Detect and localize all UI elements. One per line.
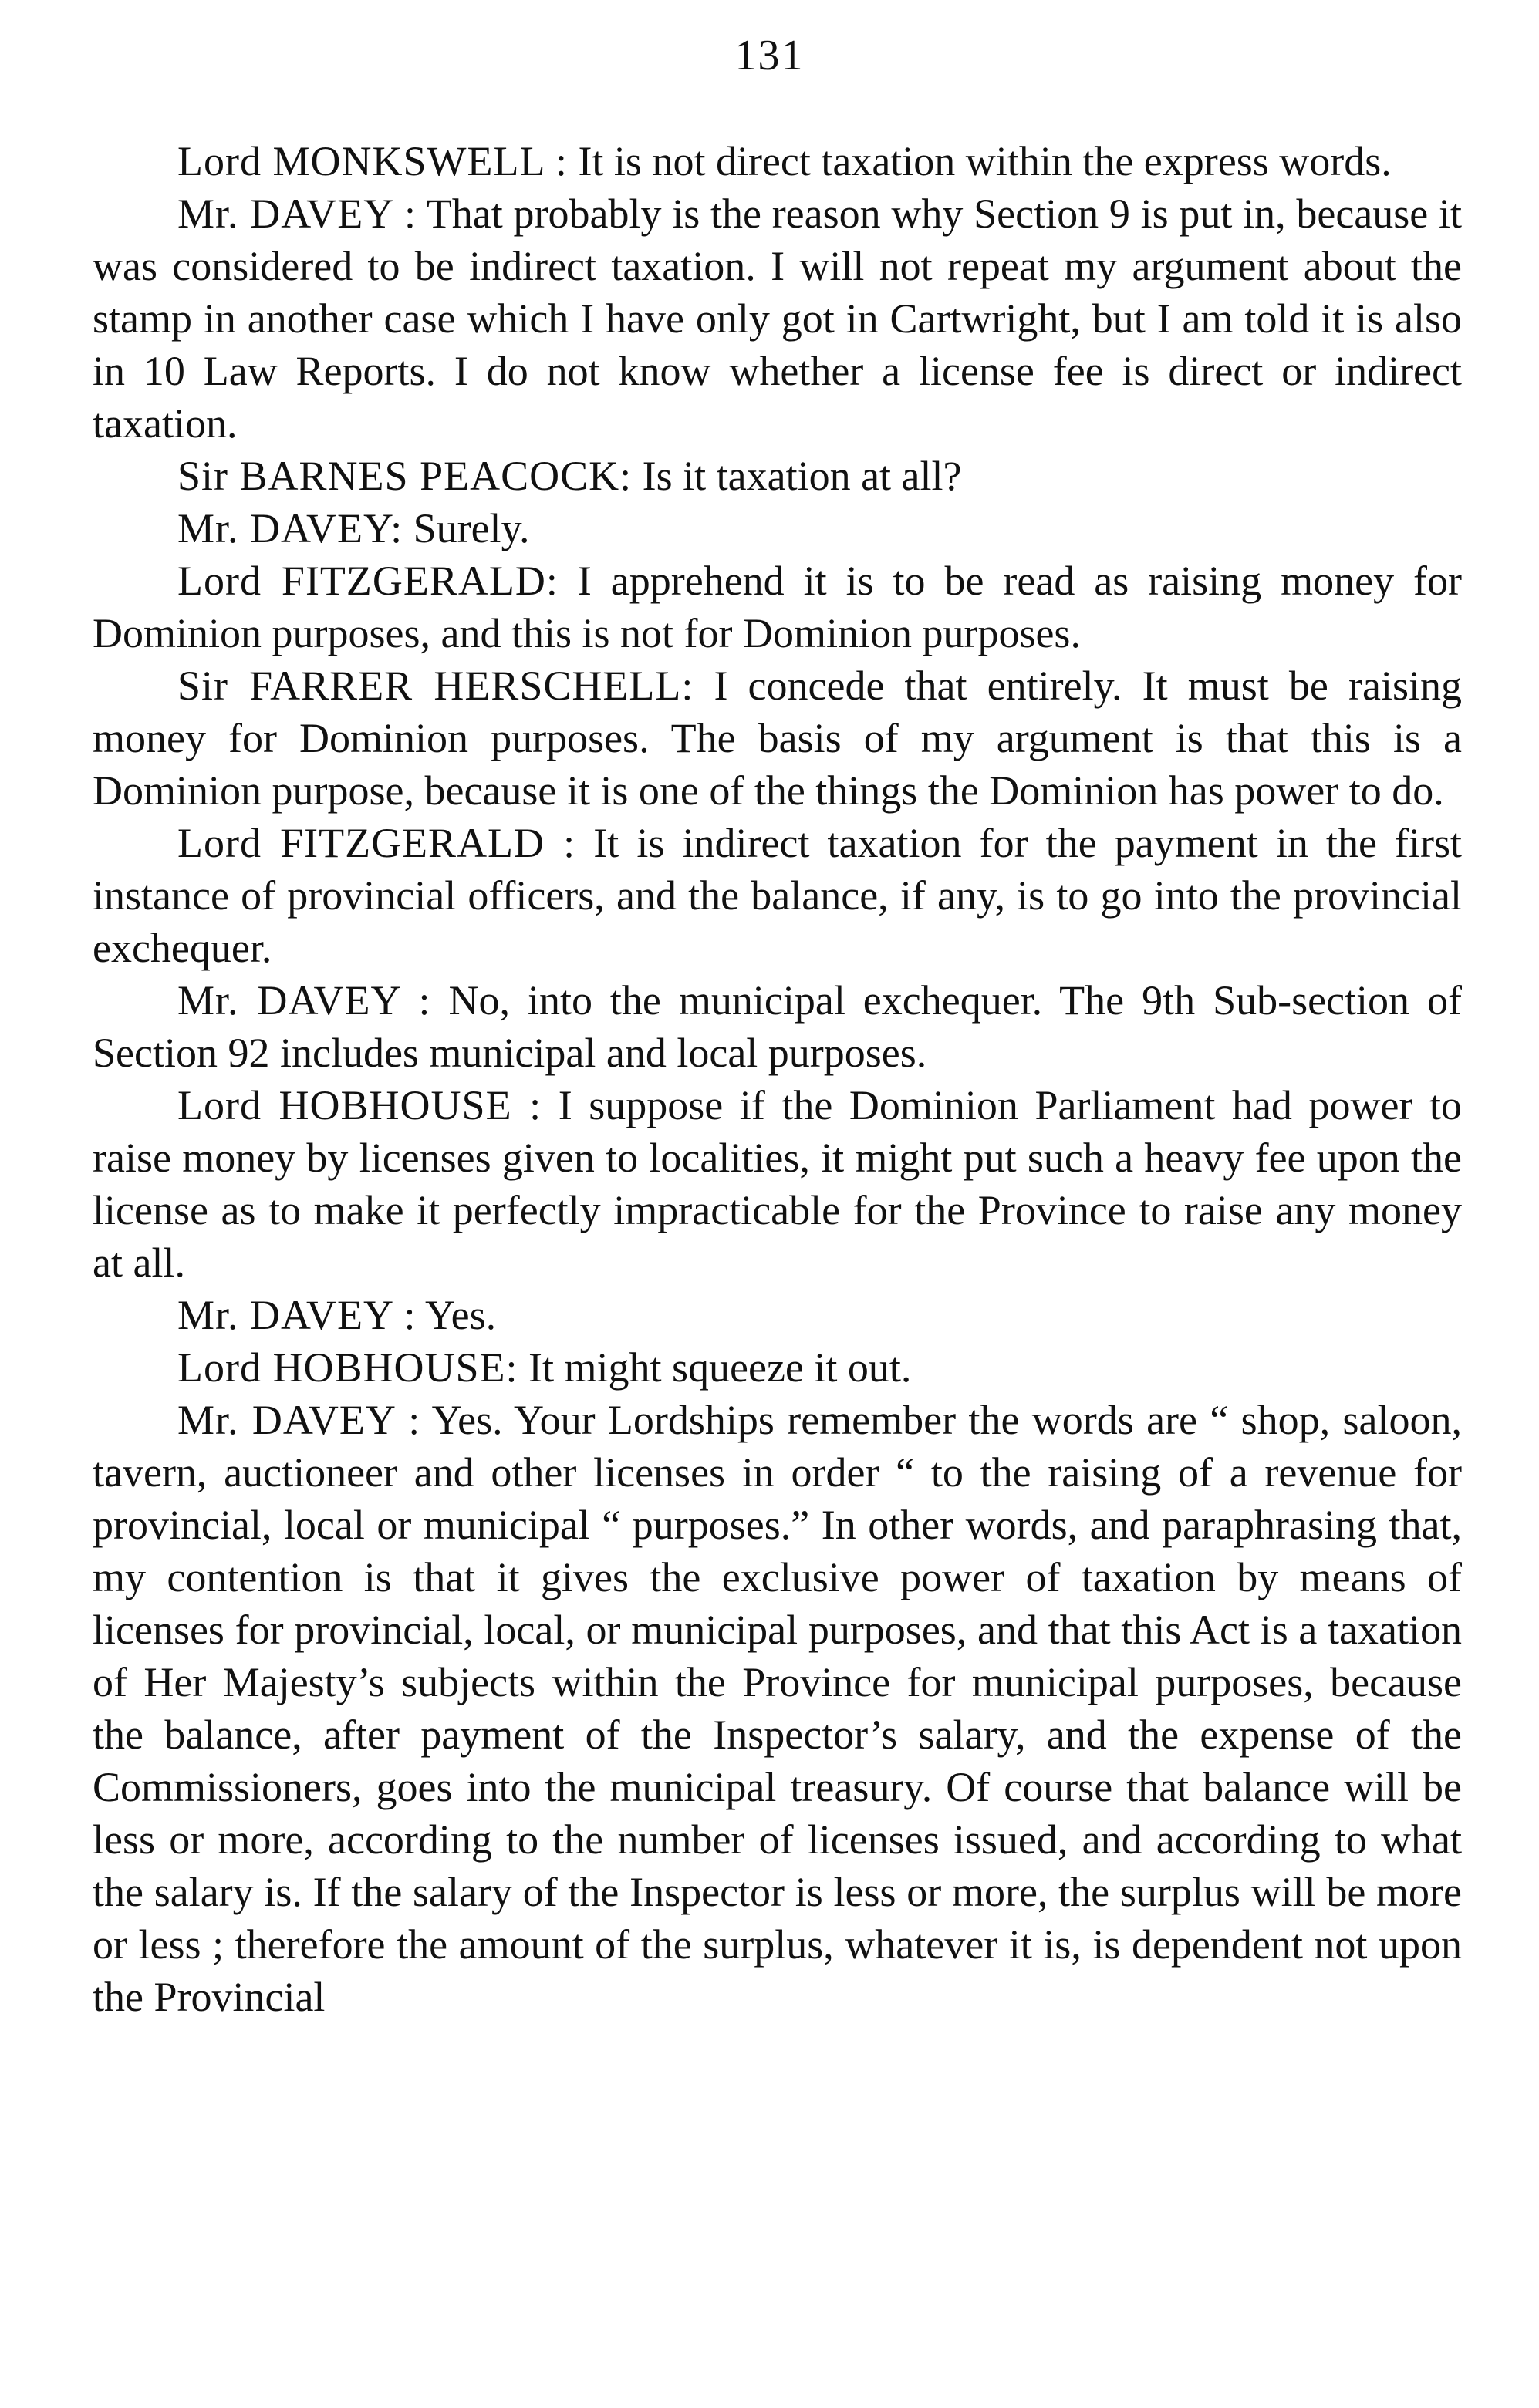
speaker-name: Sir BARNES PEACOCK:: [177, 453, 633, 499]
paragraph: [93, 974, 1462, 1079]
speaker-name: Mr. DAVEY :: [177, 191, 417, 237]
paragraph: [93, 1079, 1462, 1289]
paragraph: [93, 1341, 1462, 1394]
paragraph: [93, 817, 1462, 974]
speaker-name: Mr. DAVEY :: [177, 977, 431, 1024]
speech-text: I concede that entirely. It must be raising money for Dominion purposes. The basis of my argument is that this is a Dominion purpose, because it is one of the things the Dominion has power to do.: [93, 663, 1462, 814]
paragraph: [93, 187, 1462, 450]
speaker-name: Lord HOBHOUSE :: [177, 1082, 542, 1128]
speech-text: Yes. Your Lordships remember the words are “ shop, saloon, tavern, auctioneer and other licenses in order “ to the raising of a revenue for provincial, local or municipal “ purposes.” In other words, and paraphrasing that, my contention is that it gives the exclusive power of taxation by means of licenses for provincial, local, or municipal purposes, and that this Act is a taxation of Her Majesty’s subjects within the Province for municipal purposes, because the balance, after payment of the Inspector’s salary, and the expense of the Commissioners, goes into the municipal treasury. Of course that balance will be less or more, according to the number of licenses issued, and according to what the salary is. If the salary of the Inspector is less or more, the surplus will be more or less ; therefore the amount of the surplus, whatever it is, is dependent not upon the Provincial: [93, 1397, 1463, 2020]
paragraph: [93, 555, 1462, 659]
paragraph: [93, 1289, 1462, 1341]
speaker-name: Lord FITZGERALD :: [177, 820, 576, 866]
speaker-name: Lord HOBHOUSE:: [177, 1344, 518, 1391]
speaker-name: Mr. DAVEY :: [177, 1397, 421, 1443]
paragraph: [93, 502, 1462, 555]
speech-text: That probably is the reason why Section 9 is put in, because it was considered to be indirect taxation. I will not repeat my argument about the stamp in another case which I have only got in Cartwright, but I am told it is also in 10 Law Reports. I do not know whether a license fee is direct or indirect taxation.: [93, 191, 1463, 447]
speaker-name: Mr. DAVEY :: [177, 1292, 417, 1338]
speech-text: Is it taxation at all?: [642, 453, 962, 499]
speaker-name: Mr. DAVEY:: [177, 505, 403, 551]
speech-text: Surely.: [413, 505, 530, 551]
speech-text: I suppose if the Dominion Parliament had power to raise money by licenses given to localities, it might put such a heavy fee upon the license as to make it perfectly impracticable for the Province to raise any money at all.: [93, 1082, 1463, 1286]
paragraph: [93, 135, 1462, 187]
speech-text: Yes.: [425, 1292, 497, 1338]
paragraph: [93, 1394, 1462, 2023]
speaker-name: Lord FITZGERALD:: [177, 558, 559, 604]
body-text: [93, 135, 1462, 2023]
speech-text: I apprehend it is to be read as raising money for Dominion purposes, and this is not for Dominion purposes.: [93, 558, 1463, 656]
page-number: 131: [734, 32, 805, 79]
speech-text: It might squeeze it out.: [528, 1344, 912, 1391]
speech-text: No, into the municipal exchequer. The 9th Sub-section of Section 92 includes municipal and local purposes.: [93, 977, 1463, 1076]
speech-text: It is indirect taxation for the payment in the first instance of provincial officers, and the balance, if any, is to go into the provincial exchequer.: [93, 820, 1463, 971]
paragraph: [93, 450, 1462, 502]
speaker-name: Sir FARRER HERSCHELL:: [177, 663, 694, 709]
speech-text: It is not direct taxation within the express words.: [578, 138, 1392, 184]
paragraph: [93, 659, 1462, 817]
speaker-name: Lord MONKSWELL :: [177, 138, 568, 184]
